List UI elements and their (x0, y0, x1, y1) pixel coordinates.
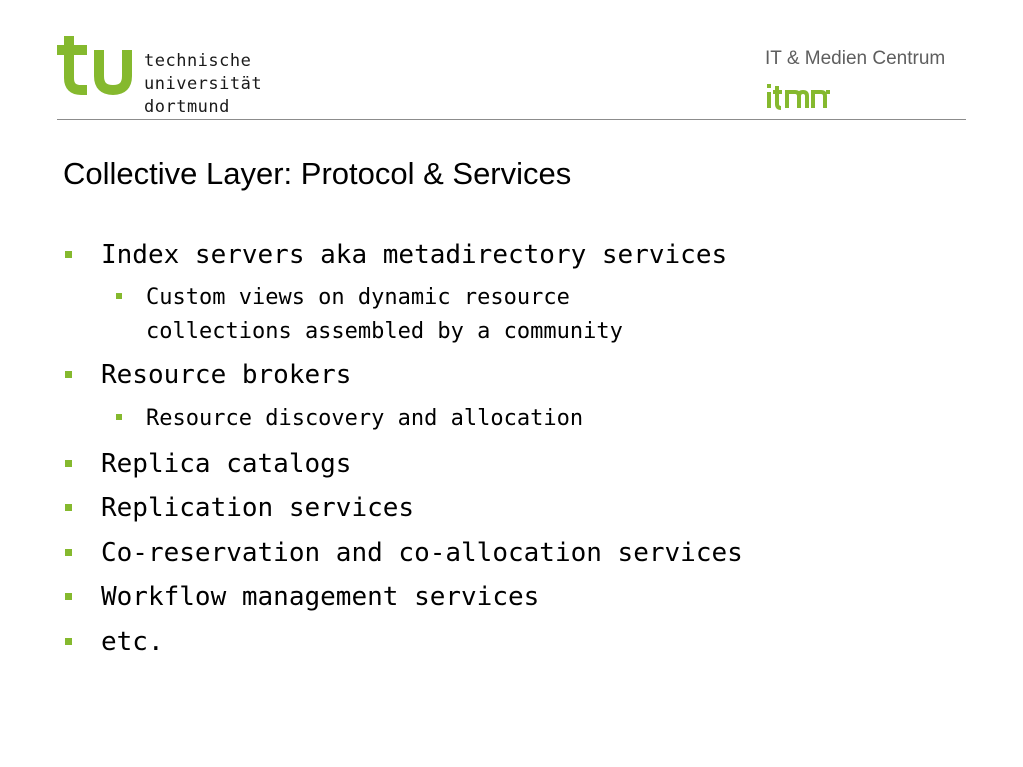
bullet-text: Index servers aka metadirectory services (101, 240, 728, 270)
university-line-3: dortmund (144, 97, 230, 117)
slide-title: Collective Layer: Protocol & Services (63, 156, 572, 191)
bullet-text: Replica catalogs (101, 449, 352, 479)
sub-bullet-text-line: Resource discovery and allocation (146, 406, 584, 431)
bullet-item (101, 240, 727, 270)
square-bullet-icon (65, 504, 72, 511)
bullet-item (101, 627, 164, 657)
sub-bullet-text-line: Custom views on dynamic resource (146, 285, 570, 310)
university-line-1: technische (144, 51, 252, 71)
square-bullet-icon (65, 460, 72, 467)
bullet-item (101, 449, 351, 479)
itmc-name: IT & Medien Centrum (765, 48, 946, 69)
bullet-text: Resource brokers (101, 360, 352, 390)
sub-bullet-item (146, 402, 583, 436)
bullet-item (101, 360, 351, 390)
square-bullet-icon (116, 414, 122, 420)
bullet-item (101, 582, 539, 612)
bullet-text: Replication services (101, 493, 415, 523)
university-line-2: universität (144, 74, 263, 94)
square-bullet-icon (116, 293, 122, 299)
bullet-item (101, 538, 743, 568)
sub-bullet-text-line: collections assembled by a community (146, 319, 623, 344)
bullet-text: etc. (101, 627, 164, 657)
square-bullet-icon (65, 593, 72, 600)
bullet-text: Workflow management services (101, 582, 540, 612)
bullet-text: Co-reservation and co-allocation services (101, 538, 743, 568)
square-bullet-icon (65, 251, 72, 258)
sub-bullet-item (146, 281, 623, 349)
square-bullet-icon (65, 549, 72, 556)
square-bullet-icon (65, 638, 72, 645)
square-bullet-icon (65, 371, 72, 378)
bullet-item (101, 493, 414, 523)
